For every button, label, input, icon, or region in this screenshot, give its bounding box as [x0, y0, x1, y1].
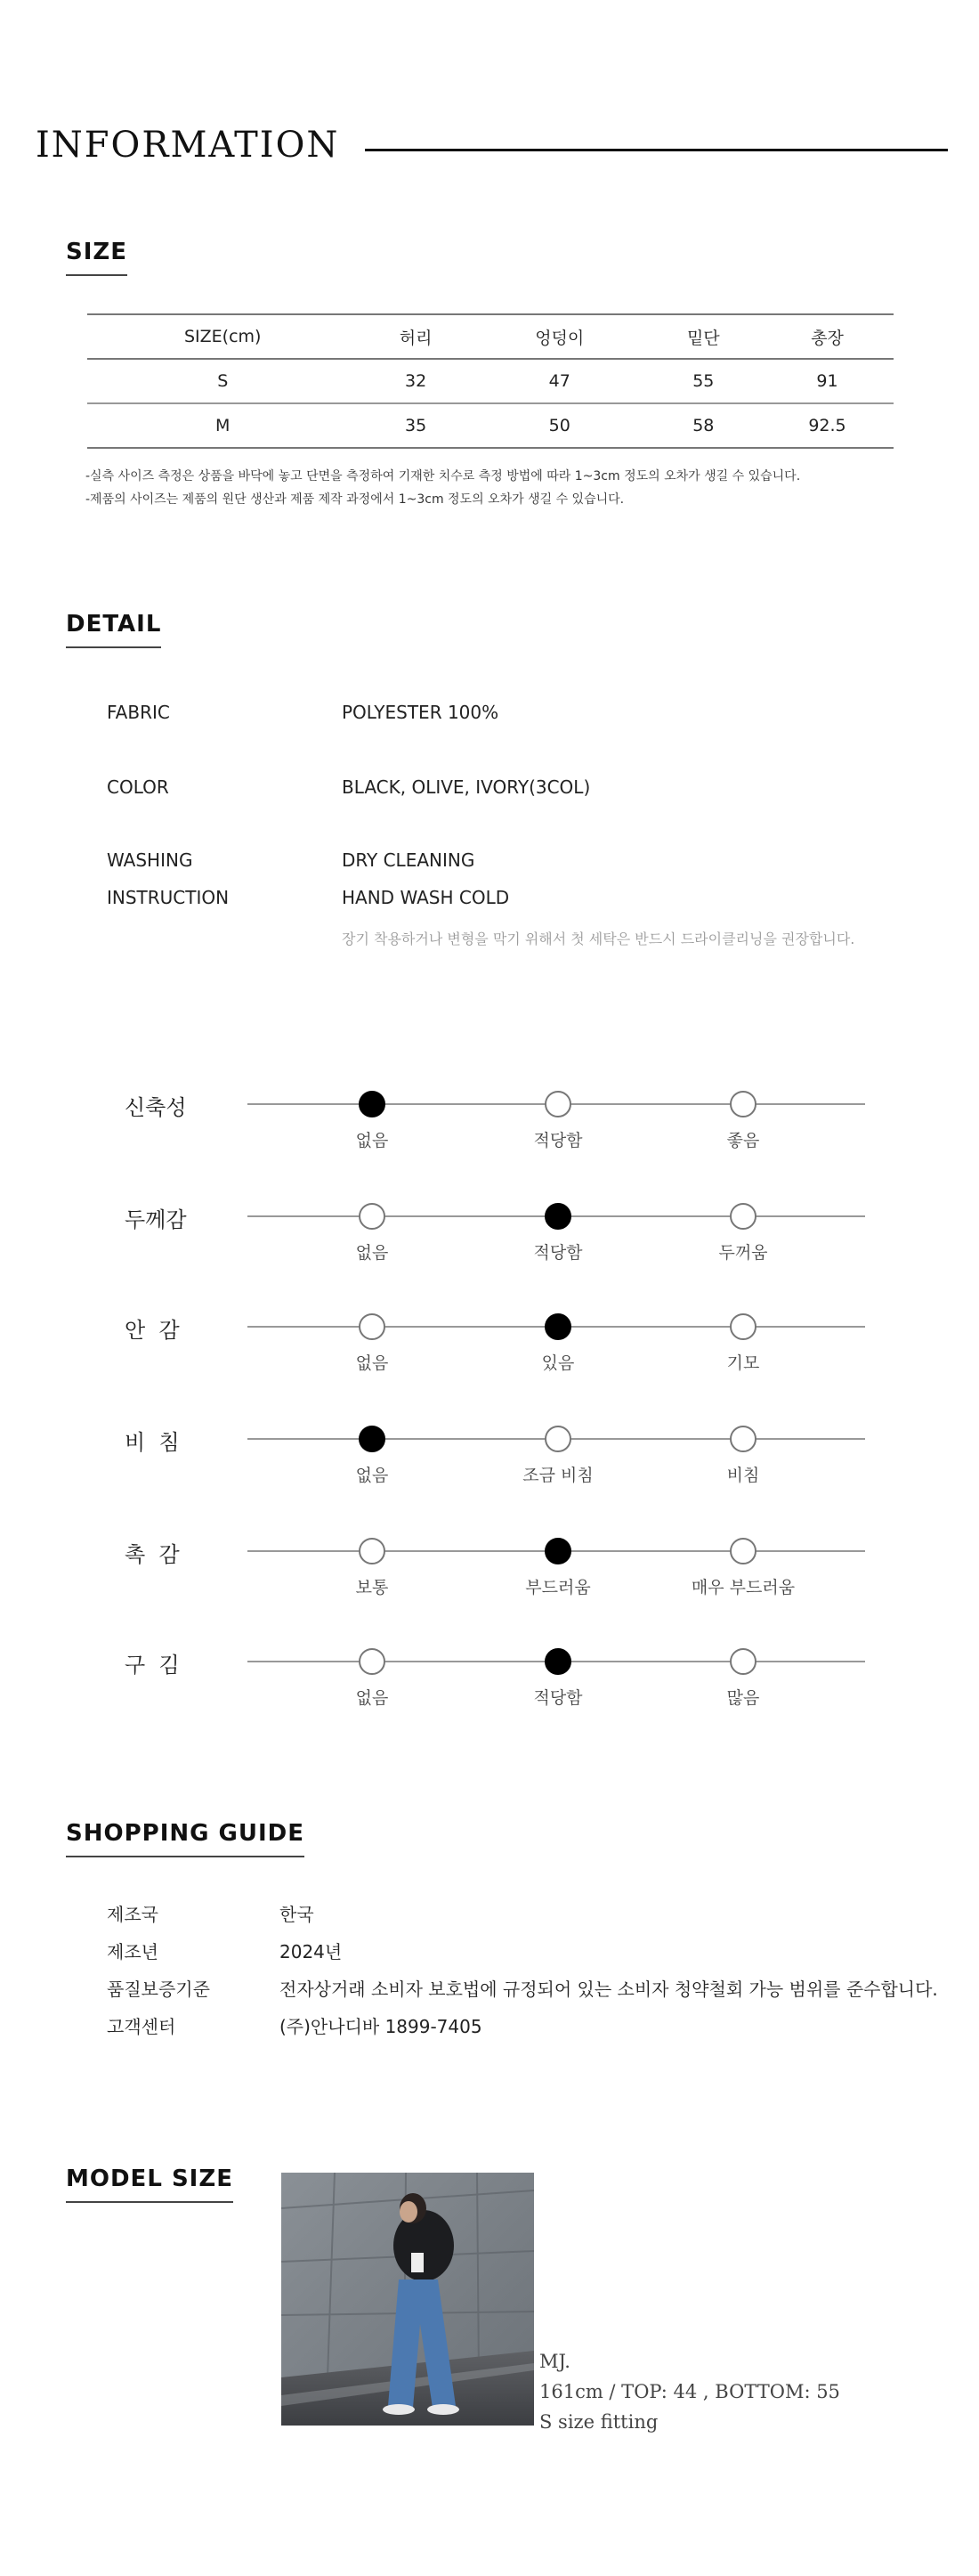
- scale-dot[interactable]: [545, 1426, 571, 1452]
- information-title: INFORMATION: [36, 125, 340, 166]
- detail-section-title: DETAIL: [66, 611, 161, 648]
- scale-dot[interactable]: [730, 1203, 756, 1230]
- scale-label: 구 김: [125, 1653, 180, 1678]
- shopping-guide-value: (주)안나디바 1899-7405: [279, 2016, 482, 2037]
- scale-option-label: 두꺼움: [718, 1243, 768, 1263]
- scale-dot[interactable]: [730, 1313, 756, 1340]
- scale-option-label: 좋음: [726, 1131, 760, 1150]
- instruction-label: INSTRUCTION: [107, 887, 230, 908]
- shopping-guide-value: 전자상거래 소비자 보호법에 규정되어 있는 소비자 청약철회 가능 범위를 준수합니다.: [279, 1979, 938, 2000]
- model-measurements: 161cm / TOP: 44 , BOTTOM: 55: [539, 2381, 840, 2402]
- scale-dot[interactable]: [359, 1648, 385, 1675]
- scale-option-label: 보통: [355, 1578, 389, 1597]
- size-section-title: SIZE: [66, 239, 127, 276]
- scale-dot[interactable]: [359, 1538, 385, 1564]
- scale-option-label: 없음: [355, 1353, 389, 1373]
- size-note: -제품의 사이즈는 제품의 원단 생산과 제품 제작 과정에서 1~3cm 정도의 오차가 생길 수 있습니다.: [85, 492, 625, 507]
- scale-dot-selected[interactable]: [545, 1538, 571, 1564]
- shopping-guide-label: 고객센터: [107, 2016, 176, 2037]
- size-notes: [85, 465, 800, 511]
- color-label: COLOR: [107, 776, 169, 798]
- scale-dot[interactable]: [545, 1091, 571, 1117]
- shopping-guide-value: 2024년: [279, 1941, 343, 1962]
- washing-label: WASHING: [107, 849, 193, 871]
- table-cell: 32: [405, 371, 427, 391]
- size-table-header-row: [87, 314, 894, 359]
- scale-label: 비 침: [125, 1430, 180, 1455]
- fabric-value: POLYESTER 100%: [342, 702, 499, 723]
- table-cell: S: [217, 371, 229, 391]
- scale-option-label: 없음: [355, 1243, 389, 1263]
- model-photo-illustration: [281, 2173, 534, 2426]
- scale-dot-selected[interactable]: [545, 1203, 571, 1230]
- size-table: [87, 313, 894, 449]
- table-cell: 47: [548, 371, 570, 391]
- scale-option-label: 없음: [355, 1688, 389, 1708]
- shopping-guide-value: 한국: [279, 1904, 314, 1925]
- scale-dot-selected[interactable]: [545, 1313, 571, 1340]
- size-table-header: 허리: [399, 328, 433, 348]
- color-value: BLACK, OLIVE, IVORY(3COL): [342, 776, 591, 798]
- model-name: MJ.: [539, 2351, 570, 2372]
- scale-label: 신축성: [125, 1095, 187, 1120]
- table-cell: 50: [548, 416, 570, 435]
- shopping-guide-label: 제조국: [107, 1904, 158, 1925]
- table-row: [87, 403, 894, 448]
- scale-option-label: 매우 부드러움: [691, 1578, 796, 1597]
- model-photo: [281, 2173, 534, 2426]
- scale-option-label: 부드러움: [525, 1578, 591, 1597]
- scale-option-label: 조금 비침: [522, 1466, 594, 1485]
- size-table-header: 엉덩이: [535, 328, 585, 348]
- model-size-section-title: MODEL SIZE: [66, 2166, 233, 2203]
- scale-option-label: 있음: [541, 1353, 575, 1373]
- washing-value: DRY CLEANING: [342, 849, 475, 871]
- shopping-guide-section-title: SHOPPING GUIDE: [66, 1820, 304, 1857]
- size-table-header: 밑단: [686, 328, 720, 348]
- scale-option-label: 기모: [726, 1353, 760, 1373]
- table-row: [87, 359, 894, 403]
- scale-dot[interactable]: [730, 1538, 756, 1564]
- scale-dot-selected[interactable]: [359, 1091, 385, 1117]
- table-cell: 92.5: [808, 416, 846, 435]
- model-fitting: S size fitting: [539, 2411, 659, 2433]
- size-table-header: 총장: [811, 328, 844, 348]
- table-cell: 91: [816, 371, 838, 391]
- washing-note: 장기 착용하거나 변형을 막기 위해서 첫 세탁은 반드시 드라이클리닝을 권장합니다.: [342, 930, 855, 947]
- table-cell: 55: [692, 371, 715, 391]
- size-note: -실측 사이즈 측정은 상품을 바닥에 놓고 단면을 측정하여 기재한 치수로 측정 방법에 따라 1~3cm 정도의 오차가 생길 수 있습니다.: [85, 469, 801, 484]
- table-cell: 35: [405, 416, 427, 435]
- shopping-guide-label: 품질보증기준: [107, 1979, 210, 2000]
- scale-dot[interactable]: [730, 1091, 756, 1117]
- table-cell: M: [215, 416, 231, 435]
- scale-dot[interactable]: [730, 1426, 756, 1452]
- scale-option-label: 비침: [726, 1466, 760, 1485]
- scale-option-label: 적당함: [533, 1243, 583, 1263]
- scale-option-label: 적당함: [533, 1688, 583, 1708]
- fabric-label: FABRIC: [107, 702, 170, 723]
- scale-dot-selected[interactable]: [545, 1648, 571, 1675]
- scale-option-label: 적당함: [533, 1131, 583, 1150]
- scale-dot-selected[interactable]: [359, 1426, 385, 1452]
- scale-option-label: 많음: [726, 1688, 760, 1708]
- size-table-header: SIZE(cm): [184, 327, 262, 346]
- instruction-value: HAND WASH COLD: [342, 887, 510, 908]
- scale-option-label: 없음: [355, 1466, 389, 1485]
- scale-label: 두께감: [125, 1207, 187, 1232]
- table-cell: 58: [692, 416, 715, 435]
- scale-dot[interactable]: [730, 1648, 756, 1675]
- scale-option-label: 없음: [355, 1131, 389, 1150]
- scale-dot[interactable]: [359, 1313, 385, 1340]
- scale-label: 촉 감: [125, 1542, 180, 1567]
- scale-label: 안 감: [125, 1318, 180, 1343]
- scale-dot[interactable]: [359, 1203, 385, 1230]
- information-divider: [365, 149, 948, 151]
- shopping-guide-label: 제조년: [107, 1941, 158, 1962]
